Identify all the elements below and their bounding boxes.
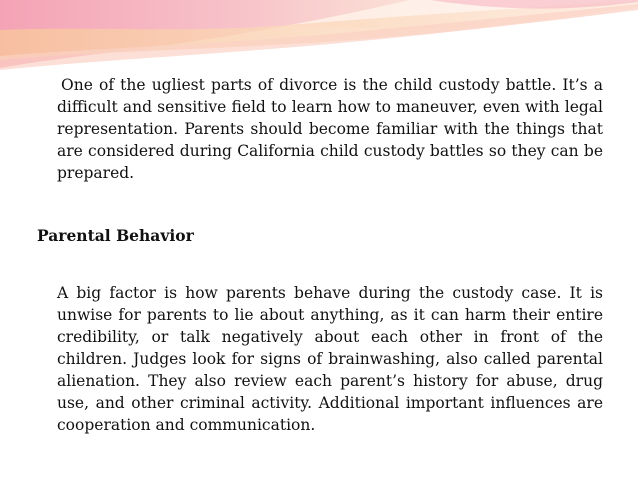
section-heading: Parental Behavior bbox=[37, 226, 194, 245]
intro-paragraph: One of the ugliest parts of divorce is the child custody battle. It’s a difficult and sensitive field to learn how to maneuver, even with legal representation. Parents should become familiar with the things that are considered during California child custody battles so they can be prepared. bbox=[57, 76, 603, 182]
decorative-banner bbox=[0, 0, 638, 80]
section-paragraph: A big factor is how parents behave during the custody case. It is unwise for parents to lie about anything, as it can harm their entire credibility, or talk negatively about each other in front of the children. Judges look for signs of brainwashing, also called parental alienation. They also review each parent’s history for abuse, drug use, and other criminal activity. Additional important influences are cooperation and communication. bbox=[57, 284, 603, 434]
